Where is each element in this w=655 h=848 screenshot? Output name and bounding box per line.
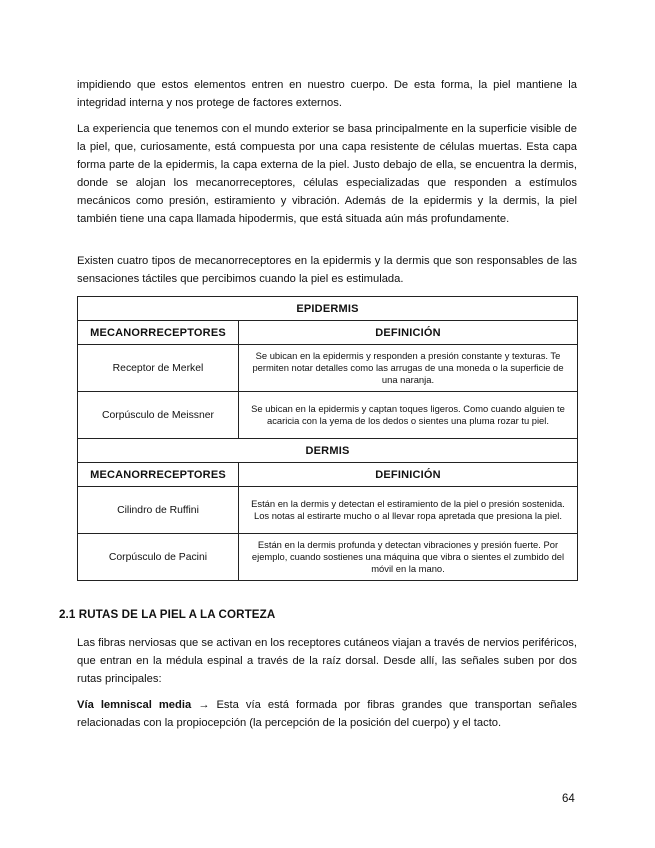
table-row <box>78 534 578 581</box>
receptor-name: Corpúsculo de Meissner <box>78 392 239 439</box>
receptor-definition: Están en la dermis y detectan el estiramiento de la piel o presión sostenida. Los notas al estirarte mucho o al llevar ropa apretada que presiona la piel. <box>239 487 578 534</box>
table-row <box>78 392 578 439</box>
column-header-definition: DEFINICIÓN <box>239 463 578 487</box>
column-header-mechanoreceptors: MECANORRECEPTORES <box>78 321 239 345</box>
table-row <box>78 345 578 392</box>
table-section-title-dermis: DERMIS <box>78 439 578 463</box>
receptor-definition: Se ubican en la epidermis y captan toques ligeros. Como cuando alguien te acaricia con la yema de los dedos o sientes una pluma rozar tu piel. <box>239 392 578 439</box>
arrow-symbol: → <box>198 699 210 711</box>
column-header-definition: DEFINICIÓN <box>239 321 578 345</box>
page-number: 64 <box>562 793 575 805</box>
receptor-name: Cilindro de Ruffini <box>78 487 239 534</box>
paragraph-lemniscal-pathway <box>77 696 577 732</box>
receptor-name: Corpúsculo de Pacini <box>78 534 239 581</box>
section-heading: 2.1 RUTAS DE LA PIEL A LA CORTEZA <box>59 608 276 621</box>
mechanoreceptors-table <box>77 296 578 581</box>
paragraph-mechanoreceptor-types: Existen cuatro tipos de mecanorreceptores en la epidermis y la dermis que son responsables de las sensaciones táctiles que percibimos cuando la piel es estimulada. <box>77 255 577 285</box>
paragraph-nerve-pathways: Las fibras nerviosas que se activan en los receptores cutáneos viajan a través de nervios periféricos, que entran en la médula espinal a través de la raíz dorsal. Desde allí, las señales suben por dos rutas principales: <box>77 637 577 685</box>
term-lemniscal: Vía lemniscal media <box>77 699 192 711</box>
paragraph-skin-layers: La experiencia que tenemos con el mundo exterior se basa principalmente en la superficie visible de la piel, que, curiosamente, está compuesta por una capa resistente de células muertas. Esta capa forma parte de la epidermis, la capa externa de la piel. Justo debajo de ella, se encuentra la dermis, donde se alojan los mecanorreceptores, células especializadas que responden a estímulos mecánicos como presión, estiramiento y vibración. Además de la epidermis y la dermis, la piel también tiene una capa llamada hipodermis, que está situada aún más profundamente. <box>77 123 577 225</box>
lemniscal-description: Esta vía está formada por fibras grandes que transportan señales relacionadas con la propiocepción (la percepción de la posición del cuerpo) y el tacto. <box>77 699 578 729</box>
receptor-name: Receptor de Merkel <box>78 345 239 392</box>
receptor-definition: Están en la dermis profunda y detectan vibraciones y presión fuerte. Por ejemplo, cuando sostienes una máquina que vibra o sientes el zumbido del móvil en la mano. <box>239 534 578 581</box>
table-row <box>78 487 578 534</box>
paragraph-skin-protection: impidiendo que estos elementos entren en nuestro cuerpo. De esta forma, la piel mantiene la integridad interna y nos protege de factores externos. <box>77 79 577 109</box>
receptor-definition: Se ubican en la epidermis y responden a presión constante y texturas. Te permiten notar detalles como las arrugas de una moneda o la superficie de una naranja. <box>239 345 578 392</box>
column-header-mechanoreceptors: MECANORRECEPTORES <box>78 463 239 487</box>
table-section-title-epidermis: EPIDERMIS <box>78 297 578 321</box>
